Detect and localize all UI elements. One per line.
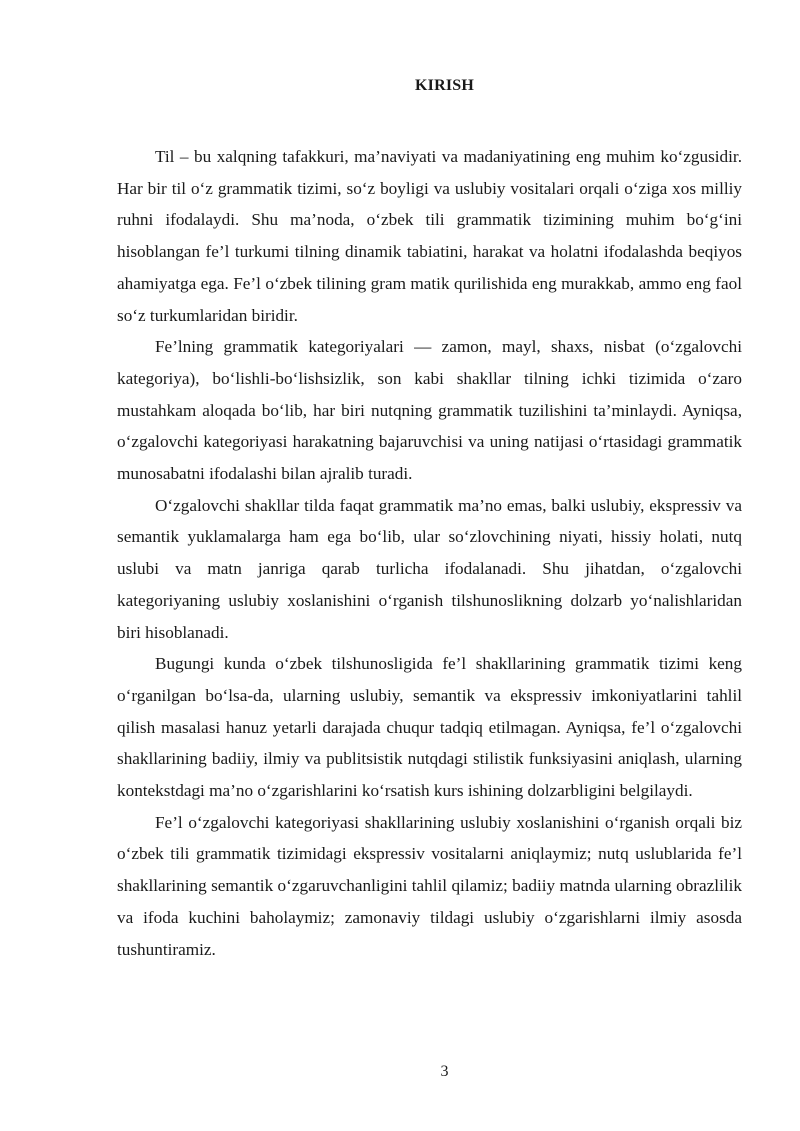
page-title: KIRISH — [415, 77, 474, 94]
paragraph-4: Bugungi kunda o‘zbek tilshunosligida fe’l shakllarining grammatik tizimi keng o‘rganilgan bo‘lsa-da, ularning uslubiy, semantik va ekspressiv imkoniyatlarini tahlil qilish masalasi hanuz yetarli darajada chuqur tadqiq etilmagan. Ayniqsa, fe’l o‘zgalovchi shakllarining badiiy, ilmiy va publitsistik nutqdagi stilistik funksiyasini aniqlash, ularning kontekstdagi ma’no o‘zgarishlarini ko‘rsatish kurs ishining dolzarbligini belgilaydi. — [117, 654, 742, 801]
paragraph-2: Fe’lning grammatik kategoriyalari — zamon, mayl, shaxs, nisbat (o‘zgalovchi kategoriya), bo‘lishli-bo‘lishsizlik, son kabi shakllar tilning ichki tizimida o‘zaro mustahkam aloqada bo‘lib, har biri nutqning grammatik tuzilishini ta’minlaydi. Ayniqsa, o‘zgalovchi kategoriyasi harakatning bajaruvchisi va uning natijasi o‘rtasidagi grammatik munosabatni ifodalashi bilan ajralib turadi. — [117, 337, 742, 484]
document-page — [117, 0, 742, 1131]
paragraph-1: Til – bu xalqning tafakkuri, ma’naviyati va madaniyatining eng muhim ko‘zgusidir. Har bir til o‘z grammatik tizimi, so‘z boyligi va uslubiy vositalari orqali o‘ziga xos milliy ruhni ifodalaydi. Shu ma’noda, o‘zbek tili grammatik tizimining muhim bo‘g‘ini hisoblangan fe’l turkumi tilning dinamik tabiatini, harakat va holatni ifodalashda beqiyos ahamiyatga ega. Fe’l o‘zbek tilining gram matik qurilishida eng murakkab, ammo eng faol so‘z turkumlaridan biridir. — [117, 147, 742, 325]
paragraph-5: Fe’l o‘zgalovchi kategoriyasi shakllarining uslubiy xoslanishini o‘rganish orqali biz o‘zbek tili grammatik tizimidagi ekspressiv vositalarni aniqlaymiz; nutq uslublarida fe’l shakllarining semantik o‘zgaruvchanligini tahlil qilamiz; badiiy matnda ularning obrazlilik va ifoda kuchini baholaymiz; zamonaviy tildagi uslubiy o‘zgarishlarni ilmiy asosda tushuntiramiz. — [117, 812, 742, 959]
page-number: 3 — [440, 1063, 449, 1080]
document-body — [117, 141, 742, 965]
paragraph-3: O‘zgalovchi shakllar tilda faqat grammatik ma’no emas, balki uslubiy, ekspressiv va semantik yuklamalarga ham ega bo‘lib, ular so‘zlovchining niyati, hissiy holati, nutq uslubi va matn janriga qarab turlicha ifodalanadi. Shu jihatdan, o‘zgalovchi kategoriyaning uslubiy xoslanishini o‘rganish tilshunoslikning dolzarb yo‘nalishlaridan biri hisoblanadi. — [117, 495, 742, 642]
